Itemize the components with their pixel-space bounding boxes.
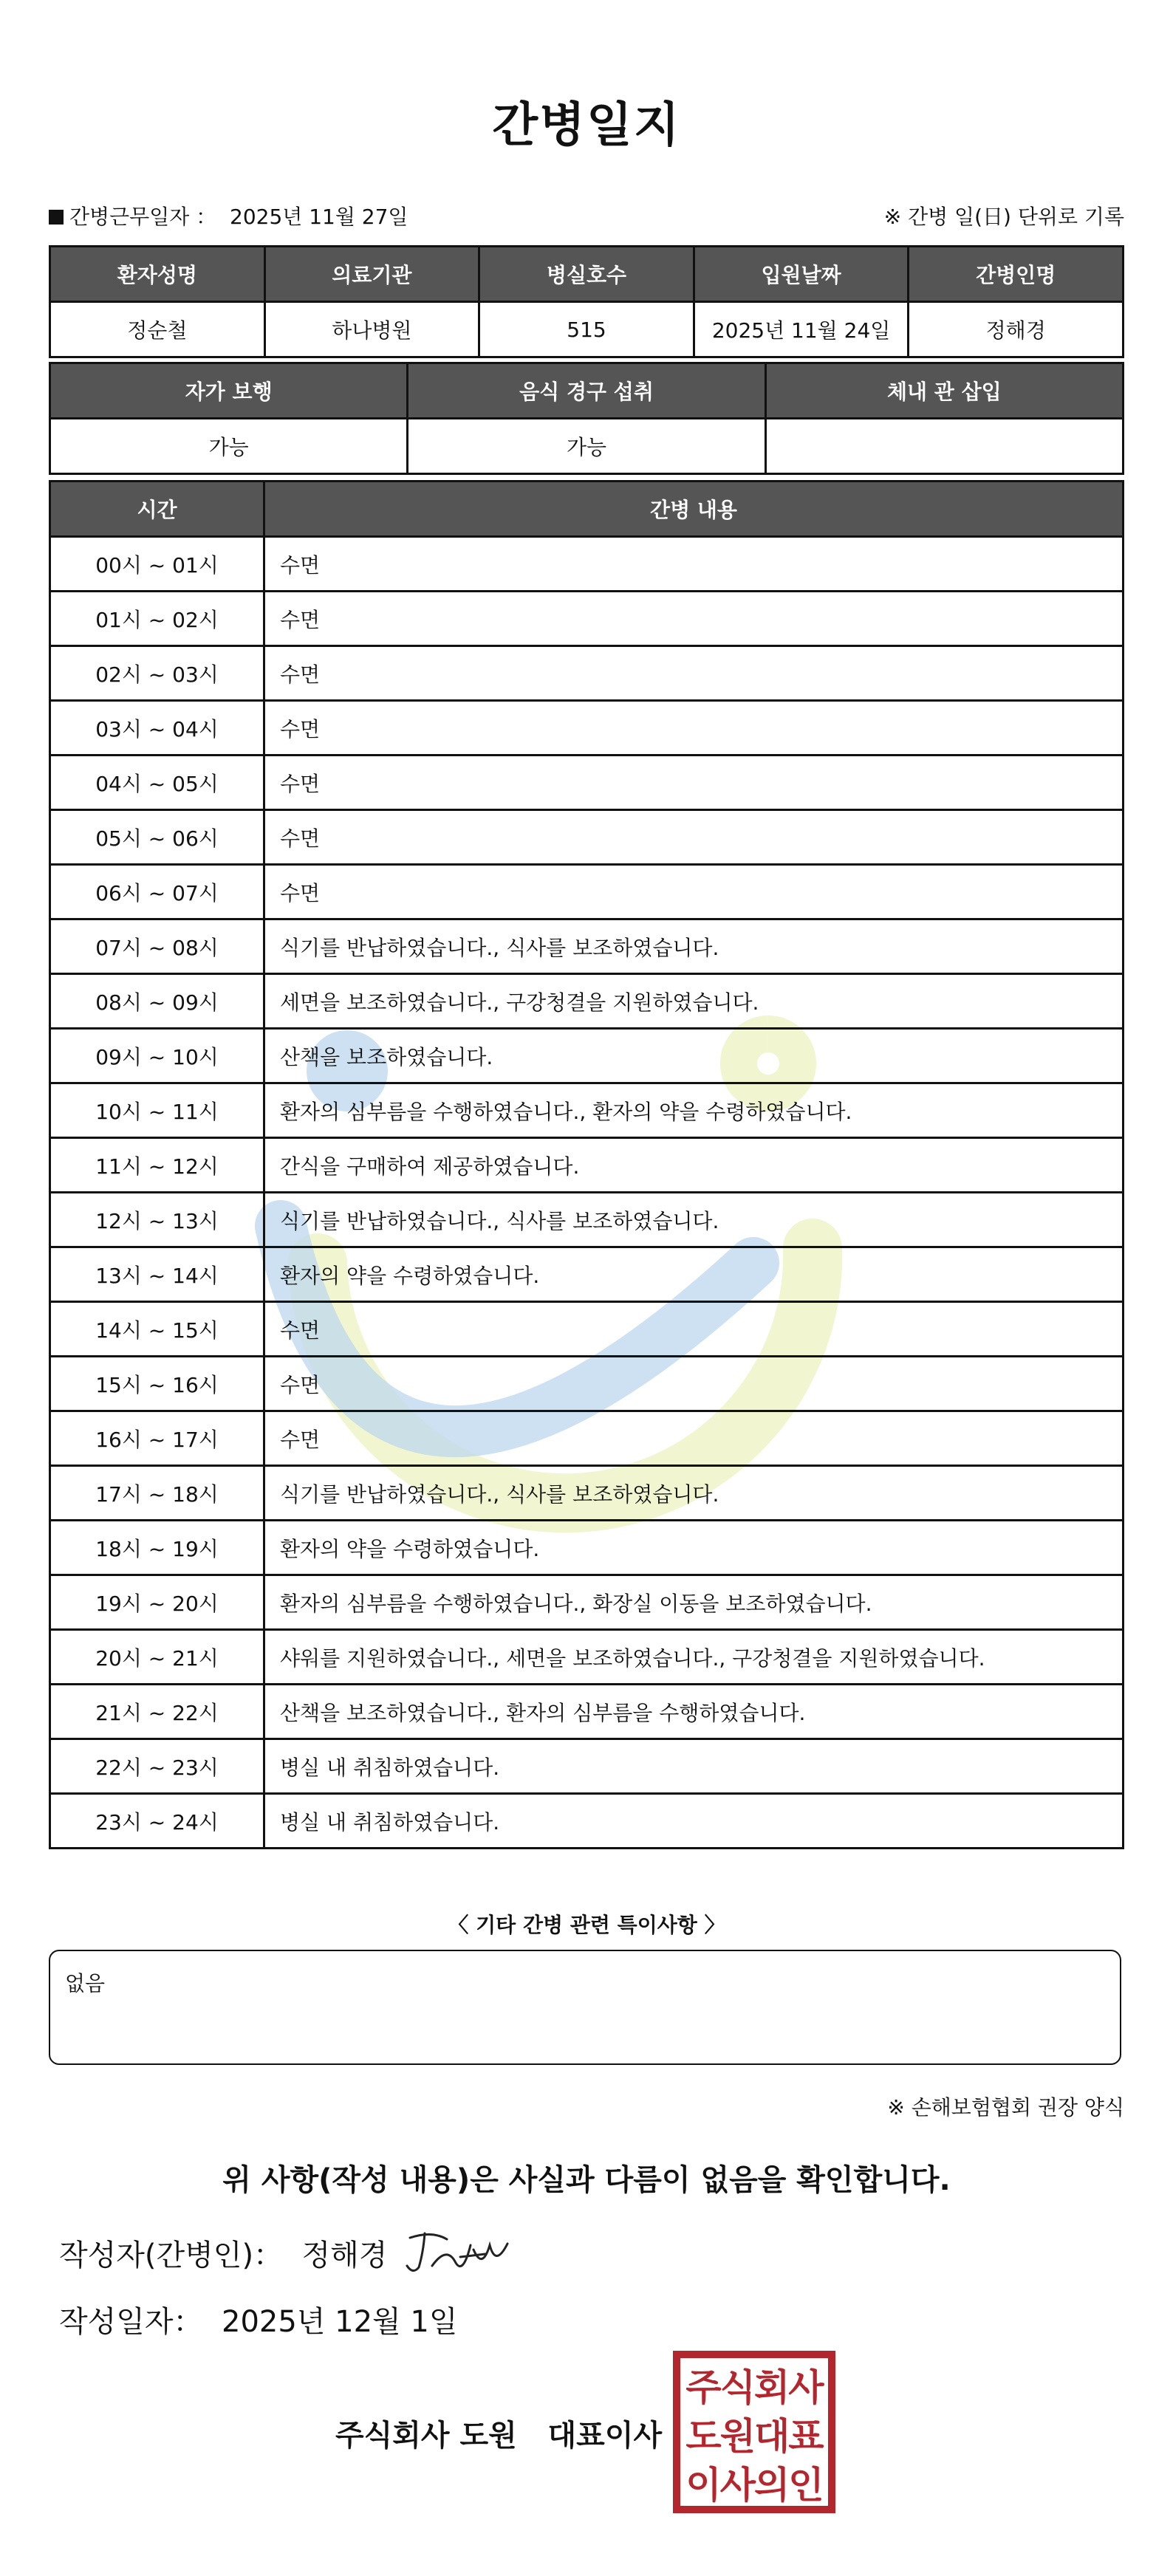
content-cell: 수면 [264, 592, 1124, 646]
table-header: 체내 관 삽입 [765, 363, 1123, 419]
time-cell: 10시 ~ 11시 [50, 1083, 264, 1138]
content-cell: 산책을 보조하였습니다. [264, 1029, 1124, 1083]
content-cell: 환자의 심부름을 수행하였습니다., 화장실 이동을 보조하였습니다. [264, 1575, 1124, 1630]
writer-label: 작성자(간병인)： [59, 2238, 284, 2272]
content-cell: 병실 내 취침하였습니다. [264, 1739, 1124, 1794]
admission-date: 2025년 11월 24일 [694, 302, 909, 357]
table-row [50, 537, 1124, 592]
table-header: 환자성명 [50, 247, 265, 302]
table-row [50, 592, 1124, 646]
company-seal-stamp [672, 2350, 836, 2514]
svg-text:이사의인: 이사의인 [685, 2464, 823, 2507]
table-row [50, 646, 1124, 701]
content-cell: 식기를 반납하였습니다., 식사를 보조하였습니다. [264, 1466, 1124, 1521]
tube-insertion-status [765, 419, 1123, 474]
table-row [50, 1630, 1124, 1685]
time-cell: 23시 ~ 24시 [50, 1794, 264, 1849]
time-cell: 03시 ~ 04시 [50, 701, 264, 756]
document-title: 간병일지 [492, 98, 681, 153]
room-number: 515 [479, 302, 694, 357]
time-cell: 22시 ~ 23시 [50, 1739, 264, 1794]
content-cell: 식기를 반납하였습니다., 식사를 보조하였습니다. [264, 1193, 1124, 1247]
time-cell: 11시 ~ 12시 [50, 1138, 264, 1193]
square-bullet-icon [49, 210, 64, 225]
content-cell: 수면 [264, 810, 1124, 865]
content-cell: 수면 [264, 646, 1124, 701]
writer-line [59, 2232, 387, 2274]
table-row [50, 1466, 1124, 1521]
time-cell: 06시 ~ 07시 [50, 865, 264, 919]
time-cell: 09시 ~ 10시 [50, 1029, 264, 1083]
table-header: 의료기관 [264, 247, 479, 302]
content-cell: 환자의 약을 수령하였습니다. [264, 1247, 1124, 1302]
time-cell: 16시 ~ 17시 [50, 1411, 264, 1466]
table-row [50, 865, 1124, 919]
table-row [50, 1575, 1124, 1630]
content-cell: 산책을 보조하였습니다., 환자의 심부름을 수행하였습니다. [264, 1685, 1124, 1739]
table-header: 자가 보행 [50, 363, 408, 419]
confirmation-statement: 위 사항(작성 내용)은 사실과 다름이 없음을 확인합니다. [222, 2163, 951, 2197]
patient-name: 정순철 [50, 302, 265, 357]
time-cell: 14시 ~ 15시 [50, 1302, 264, 1357]
content-cell: 샤워를 지원하였습니다., 세면을 보조하였습니다., 구강청결을 지원하였습니다. [264, 1630, 1124, 1685]
time-cell: 00시 ~ 01시 [50, 537, 264, 592]
time-cell: 02시 ~ 03시 [50, 646, 264, 701]
oral-intake-status: 가능 [408, 419, 765, 474]
table-header: 간병 내용 [264, 482, 1124, 537]
company-representative: 주식회사 도원 대표이사 [335, 2419, 663, 2453]
remarks-title: 〈 기타 간병 관련 특이사항 〉 [448, 1913, 725, 1937]
time-cell: 15시 ~ 16시 [50, 1357, 264, 1411]
content-cell: 환자의 약을 수령하였습니다. [264, 1521, 1124, 1575]
time-cell: 07시 ~ 08시 [50, 919, 264, 974]
remarks-box: 없음 [49, 1950, 1121, 2065]
content-cell: 수면 [264, 756, 1124, 810]
time-cell: 05시 ~ 06시 [50, 810, 264, 865]
content-cell: 수면 [264, 1411, 1124, 1466]
form-source-note: ※ 손해보험협회 권장 양식 [887, 2095, 1124, 2120]
content-cell: 간식을 구매하여 제공하였습니다. [264, 1138, 1124, 1193]
table-row [50, 1083, 1124, 1138]
time-cell: 04시 ~ 05시 [50, 756, 264, 810]
time-cell: 20시 ~ 21시 [50, 1630, 264, 1685]
table-row [50, 1739, 1124, 1794]
table-header: 병실호수 [479, 247, 694, 302]
care-date-label: 간병근무일자 ： [69, 205, 217, 229]
time-cell: 21시 ~ 22시 [50, 1685, 264, 1739]
written-date-value: 2025년 12월 1일 [222, 2305, 458, 2339]
caregiver-name: 정해경 [909, 302, 1124, 357]
table-row [50, 1193, 1124, 1247]
table-row [50, 1247, 1124, 1302]
time-cell: 01시 ~ 02시 [50, 592, 264, 646]
table-row [50, 974, 1124, 1029]
walking-status: 가능 [50, 419, 408, 474]
time-cell: 17시 ~ 18시 [50, 1466, 264, 1521]
table-row [50, 1794, 1124, 1849]
table-header: 시간 [50, 482, 264, 537]
table-header: 간병인명 [909, 247, 1124, 302]
signature-image [403, 2223, 513, 2282]
svg-text:도원대표: 도원대표 [685, 2415, 823, 2458]
time-cell: 19시 ~ 20시 [50, 1575, 264, 1630]
table-row [50, 1302, 1124, 1357]
time-cell: 18시 ~ 19시 [50, 1521, 264, 1575]
care-date-line [49, 201, 408, 230]
table-row [50, 701, 1124, 756]
content-cell: 병실 내 취침하였습니다. [264, 1794, 1124, 1849]
patient-info-table [49, 245, 1124, 358]
content-cell: 식기를 반납하였습니다., 식사를 보조하였습니다. [264, 919, 1124, 974]
svg-text:주식회사: 주식회사 [685, 2366, 823, 2409]
table-row [50, 1521, 1124, 1575]
table-row [50, 810, 1124, 865]
table-header: 입원날짜 [694, 247, 909, 302]
content-cell: 수면 [264, 865, 1124, 919]
writer-name: 정해경 [301, 2238, 388, 2272]
time-cell: 13시 ~ 14시 [50, 1247, 264, 1302]
content-cell: 수면 [264, 1357, 1124, 1411]
care-log-table [49, 480, 1124, 1849]
content-cell: 세면을 보조하였습니다., 구강청결을 지원하였습니다. [264, 974, 1124, 1029]
content-cell: 수면 [264, 701, 1124, 756]
patient-status-table [49, 362, 1124, 475]
record-unit-note: ※ 간병 일(日) 단위로 기록 [883, 205, 1124, 229]
content-cell: 수면 [264, 1302, 1124, 1357]
content-cell: 수면 [264, 537, 1124, 592]
written-date-label: 작성일자： [59, 2305, 203, 2339]
content-cell: 환자의 심부름을 수행하였습니다., 환자의 약을 수령하였습니다. [264, 1083, 1124, 1138]
table-row [50, 1411, 1124, 1466]
time-cell: 08시 ~ 09시 [50, 974, 264, 1029]
hospital-name: 하나병원 [264, 302, 479, 357]
time-cell: 12시 ~ 13시 [50, 1193, 264, 1247]
table-row [50, 756, 1124, 810]
table-row [50, 1357, 1124, 1411]
care-date-value: 2025년 11월 27일 [230, 205, 408, 229]
table-row [50, 1685, 1124, 1739]
table-row [50, 1029, 1124, 1083]
table-header: 음식 경구 섭취 [408, 363, 765, 419]
table-row [50, 1138, 1124, 1193]
table-row [50, 919, 1124, 974]
written-date-line [59, 2298, 458, 2340]
